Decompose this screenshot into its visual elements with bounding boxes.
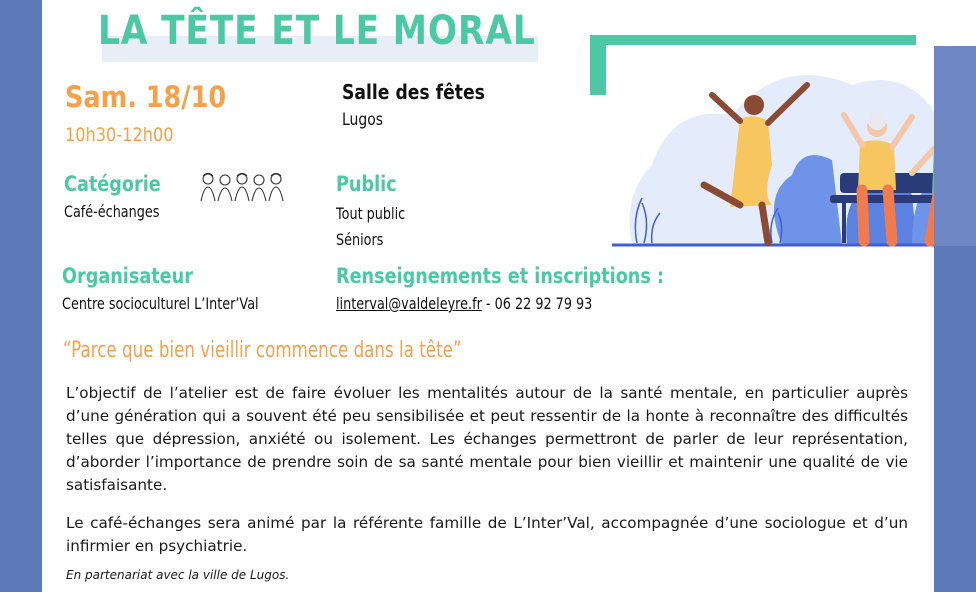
- page-title: LA TÊTE ET LE MORAL: [98, 8, 536, 54]
- event-date: Sam. 18/10: [65, 80, 227, 114]
- right-border-notch: [934, 0, 976, 46]
- audience-label: Public: [336, 172, 397, 196]
- audience-value-1: Tout public: [336, 204, 406, 223]
- photo-frame-left: [590, 35, 606, 95]
- right-border-accent: [934, 46, 976, 246]
- venue-name: Salle des fêtes: [342, 80, 485, 104]
- event-time: 10h30-12h00: [65, 124, 174, 146]
- organizer-value: Centre socioculturel L’Inter’Val: [62, 294, 259, 313]
- contact-email-link[interactable]: linterval@valdeleyre.fr: [336, 294, 482, 313]
- event-flyer: [42, 0, 934, 592]
- photo-frame-top: [590, 35, 916, 45]
- venue-city: Lugos: [342, 110, 383, 130]
- category-value: Café-échanges: [64, 202, 160, 221]
- contact-line: [336, 294, 592, 313]
- category-label: Catégorie: [64, 172, 161, 196]
- contact-separator: -: [481, 294, 495, 313]
- contact-phone: 06 22 92 79 93: [494, 294, 593, 313]
- organizer-label: Organisateur: [62, 264, 193, 288]
- partnership-note: En partenariat avec la ville de Lugos.: [66, 568, 290, 582]
- seniors-celebrating-illustration: [612, 45, 934, 249]
- right-border-band: [934, 0, 976, 592]
- contact-label: Renseignements et inscriptions :: [336, 264, 665, 288]
- description-paragraph-2: Le café-échanges sera animé par la référente famille de L’Inter’Val, accompagnée d’une sociologue et d’un infirmier en psychiatrie.: [66, 514, 908, 555]
- quote-heading: “Parce que bien vieillir commence dans la tête”: [63, 338, 462, 363]
- audience-value-2: Séniors: [336, 230, 384, 249]
- description-paragraph-1: L’objectif de l’atelier est de faire évoluer les mentalités autour de la santé mentale, en particulier auprès d’une génération qui a souvent été peu sensibilisée et peut ressentir de la honte à reconnaître des difficultés telles que dépression, anxiété ou isolement. Les échanges permettront de parler de leur représentation, d’aborder l’importance de prendre soin de sa santé mentale pour bien vieillir et maintenir une qualité de vie satisfaisante.: [66, 384, 908, 494]
- group-people-icon: [198, 170, 288, 206]
